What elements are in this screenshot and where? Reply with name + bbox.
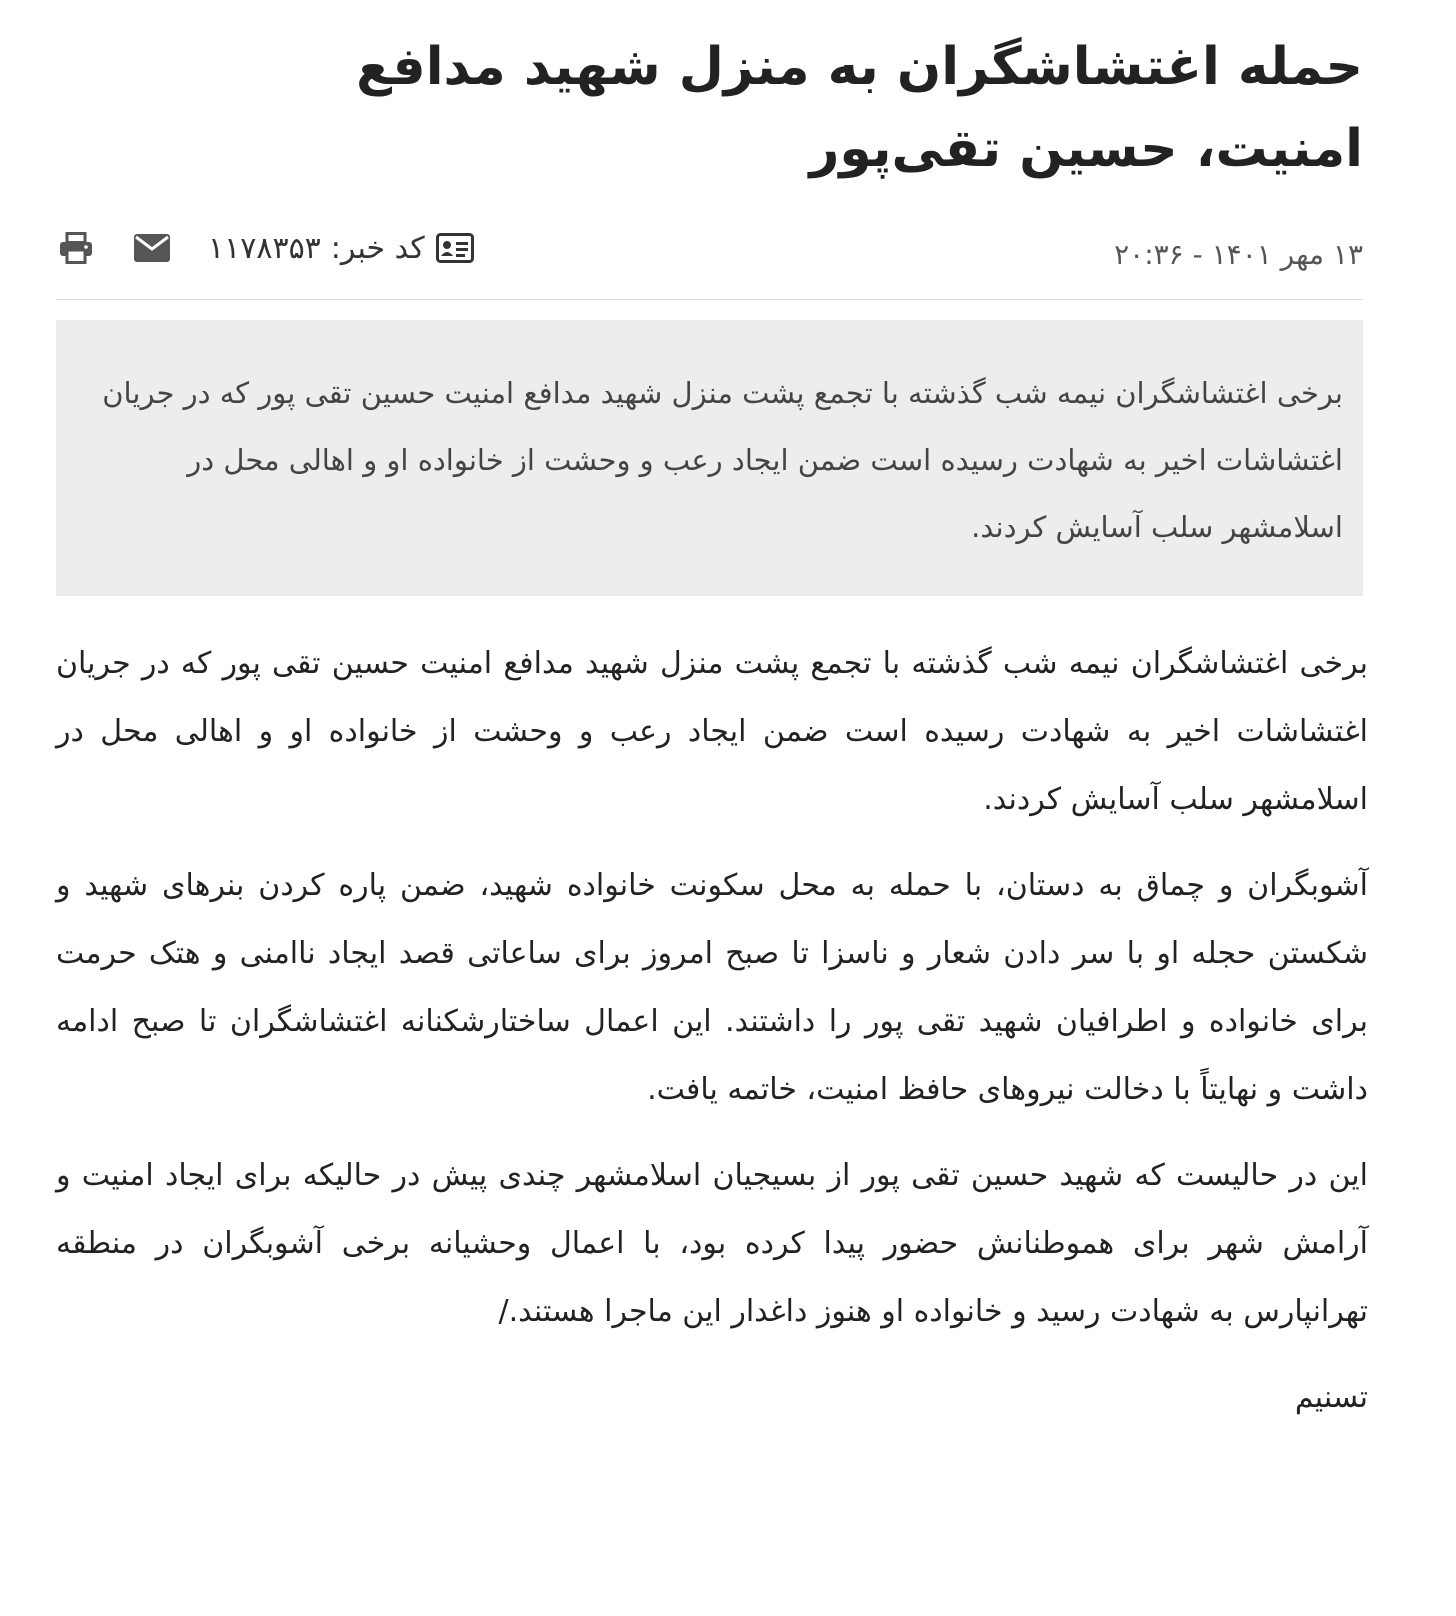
envelope-icon[interactable] (132, 228, 172, 268)
news-code-label: کد خبر: (330, 230, 425, 266)
news-code (208, 228, 475, 268)
body-paragraph: آشوبگران و چماق به دستان، با حمله به محل سکونت خانواده شهید، ضمن پاره کردن بنرهای شهید و شکستن حجله او با سر دادن شعار و ناسزا تا صبح امروز برای ساعاتی قصد ایجاد ناامنی و هتک حرمت برای خانواده و اطرافیان شهید تقی پور را داشتند. این اعمال ساختارشکنانه اغتشاشگران تا صبح ادامه داشت و نهایتاً با دخالت نیروهای حافظ امنیت، خاتمه یافت. (56, 868, 1368, 1107)
article-source: تسنیم (1294, 1380, 1368, 1415)
print-icon[interactable] (56, 228, 96, 268)
article-tools (56, 228, 475, 268)
article-date: ۱۳ مهر ۱۴۰۱ - ۲۰:۳۶ (1114, 238, 1363, 271)
lead-text: برخی اغتشاشگران نیمه شب گذشته با تجمع پشت منزل شهید مدافع امنیت حسین تقی پور که در جریان اغتشاشات اخیر به شهادت رسیده است ضمن ایجاد رعب و وحشت از خانواده او و اهالی محل در اسلامشهر سلب آسایش کردند. (102, 376, 1343, 544)
article-title: حمله اغتشاشگران به منزل شهید مدافع امنیت، حسین تقی‌پور (356, 37, 1363, 179)
body-paragraph: این در حالیست که شهید حسین تقی پور از بسیجیان اسلامشهر چندی پیش در حالیکه برای ایجاد امنیت و آرامش شهر برای هموطنانش حضور پیدا کرده بود، با اعمال وحشیانه برخی آشوبگران در منطقه تهرانپارس به شهادت رسید و خانواده او هنوز داغدار این ماجرا هستند./ (56, 1158, 1368, 1329)
id-card-icon (435, 228, 475, 268)
article-lead (56, 320, 1363, 596)
article-meta (56, 228, 1363, 284)
meta-divider (56, 299, 1363, 300)
body-paragraph: برخی اغتشاشگران نیمه شب گذشته با تجمع پشت منزل شهید مدافع امنیت حسین تقی پور که در جریان اغتشاشات اخیر به شهادت رسیده است ضمن ایجاد رعب و وحشت از خانواده او و اهالی محل در اسلامشهر سلب آسایش کردند. (56, 646, 1368, 817)
article-body (56, 630, 1368, 1450)
news-code-value: ۱۱۷۸۳۵۳ (208, 230, 321, 266)
